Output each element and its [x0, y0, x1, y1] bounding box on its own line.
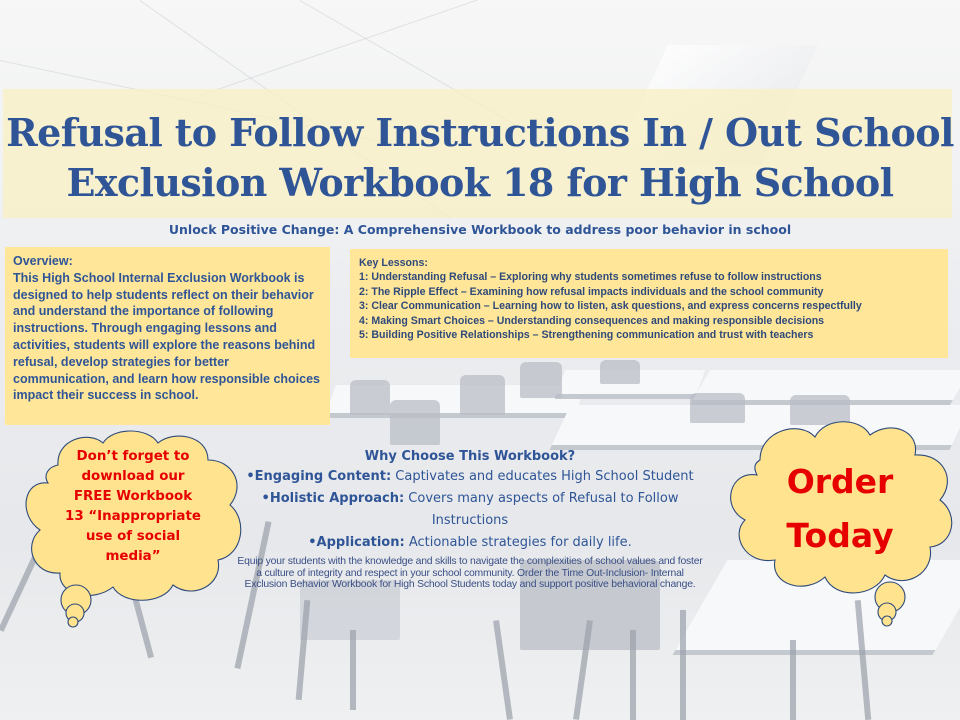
benefit-desc: Covers many aspects of Refusal to Follow Instructions — [404, 491, 679, 528]
title-line-1: Refusal to Follow Instructions In / Out School — [6, 110, 954, 155]
cloud-line: media” — [105, 549, 161, 564]
chair — [350, 380, 390, 415]
chair-leg — [630, 630, 636, 720]
order-line-1: Order — [786, 462, 894, 501]
cloud-line: use of social — [85, 529, 181, 544]
chair — [390, 400, 440, 445]
free-workbook-cloud[interactable] — [18, 425, 248, 635]
order-today-text — [755, 455, 925, 563]
overview-body: This High School Internal Exclusion Workbook is designed to help students reflect on their behavior and understand the importance of following instructions. Through engaging lessons and activities, students will explore the reasons behind refusal, develop strategies for better communication, and learn how responsible choices impact their success in school. — [13, 270, 321, 403]
lesson-item: 1: Understanding Refusal – Exploring why students sometimes refuse to follow instructions — [359, 271, 822, 284]
lesson-item: 5: Building Positive Relationships – Strengthening communication and trust with teachers — [359, 329, 814, 342]
page-title — [0, 108, 960, 208]
benefit-item — [210, 466, 730, 488]
benefit-item — [210, 488, 730, 532]
benefit-desc: Captivates and educates High School Student — [391, 469, 694, 484]
benefit-desc: Actionable strategies for daily life. — [404, 535, 632, 550]
call-to-action-text: Equip your students with the knowledge and skills to navigate the complexities of school values and foster a culture of integrity and respect in your school community. Order the Time Out-Inclusion- Internal Exclusion Behavior Workbook for High School Students today and support positive behavioral change. — [237, 556, 703, 590]
free-workbook-text — [38, 447, 228, 567]
order-line-2: Today — [786, 516, 894, 555]
lesson-item: 3: Clear Communication – Learning how to listen, ask questions, and express concerns respectfully — [359, 300, 862, 313]
benefit-item — [210, 532, 730, 554]
chair-leg — [680, 610, 686, 720]
benefit-label: •Application: — [308, 535, 405, 550]
why-choose-heading: Why Choose This Workbook? — [364, 449, 576, 464]
overview-box — [5, 247, 330, 425]
lesson-item: 4: Making Smart Choices – Understanding consequences and making responsible decisions — [359, 314, 825, 327]
chair-leg — [350, 630, 356, 710]
title-line-2: Exclusion Workbook 18 for High School — [66, 160, 894, 205]
key-lessons-box — [350, 249, 948, 358]
order-today-cloud[interactable] — [715, 415, 960, 635]
cloud-line: FREE Workbook — [73, 489, 193, 504]
overview-heading: Overview: — [13, 254, 73, 268]
cloud-line: Don’t forget to — [76, 449, 190, 464]
chair — [520, 362, 562, 398]
chair — [460, 375, 505, 415]
cloud-line: download our — [81, 469, 185, 484]
benefit-label: •Engaging Content: — [246, 469, 392, 484]
benefit-label: •Holistic Approach: — [261, 491, 405, 506]
cloud-line: 13 “Inappropriate — [65, 509, 201, 524]
key-lessons-heading: Key Lessons: — [359, 257, 428, 269]
lesson-item: 2: The Ripple Effect – Examining how refusal impacts individuals and the school community — [359, 285, 824, 298]
subtitle: Unlock Positive Change: A Comprehensive Workbook to address poor behavior in school — [168, 222, 792, 237]
chair — [600, 360, 640, 384]
why-choose-section — [210, 448, 730, 591]
chair-leg — [790, 640, 796, 720]
